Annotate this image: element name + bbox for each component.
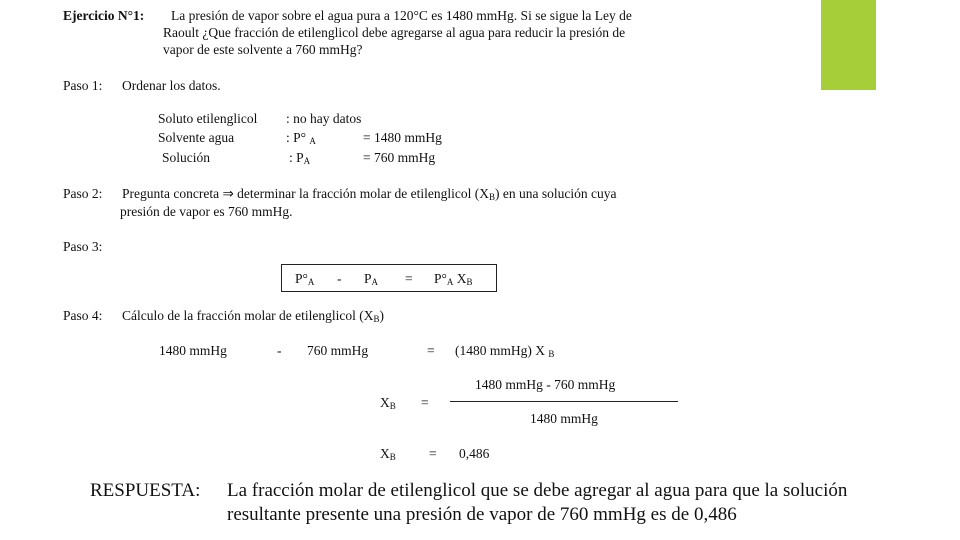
data-row-solution-name: Solución — [162, 150, 211, 165]
eq1-term-a: 1480 mmHg — [159, 343, 227, 358]
result-value: 0,486 — [459, 446, 490, 461]
answer-label: RESPUESTA: — [90, 480, 201, 501]
step2-line-1: Pregunta concreta ⇒ determinar la fracción molar de etilenglicol $(X_B)$ en una solución cuya — [122, 186, 617, 202]
raoult-formula-box — [281, 264, 497, 292]
eq3-equals: = — [429, 446, 437, 461]
formula-term-2: $P_A$ — [364, 271, 379, 287]
step3-label: Paso 3: — [63, 239, 103, 254]
data-row-solute-name: Soluto etilenglicol — [158, 111, 258, 126]
eq1-term-c: (1480 mmHg) X $_B$ — [455, 343, 555, 359]
step4-title: Cálculo de la fracción molar de etilenglicol $(X_B)$ — [122, 308, 385, 324]
step1-title: Ordenar los datos. — [122, 78, 221, 93]
eq1-minus: - — [277, 343, 282, 358]
answer-line-2: resultante presente una presión de vapor de 760 mmHg es de 0,486 — [227, 504, 737, 525]
data-row-solution-symbol: : $P_A$ — [289, 150, 311, 166]
eq1-term-b: 760 mmHg — [307, 343, 369, 358]
exercise-label: Ejercicio N°1: — [63, 8, 145, 23]
step2-line-2: presión de vapor es 760 mmHg. — [120, 204, 293, 219]
data-row-solvent-name: Solvente agua — [158, 130, 235, 145]
eq2-equals: = — [421, 395, 429, 410]
fraction-numerator: 1480 mmHg - 760 mmHg — [475, 377, 616, 392]
step1-label: Paso 1: — [63, 78, 103, 93]
exercise-line-1: La presión de vapor sobre el agua pura a 120°C es 1480 mmHg. Si se sigue la Ley de — [171, 8, 632, 23]
formula-equals: = — [405, 271, 413, 286]
data-row-solvent-symbol: : P° $_A$ — [286, 130, 316, 146]
eq3-xb: $X_B$ — [380, 446, 396, 462]
exercise-line-3: vapor de este solvente a 760 mmHg? — [163, 42, 363, 57]
answer-line-1: La fracción molar de etilenglicol que se debe agregar al agua para que la solución — [227, 480, 848, 501]
formula-minus: - — [337, 271, 342, 286]
eq2-xb: $X_B$ — [380, 395, 396, 411]
data-row-solution-value: = 760 mmHg — [363, 150, 436, 165]
accent-block — [821, 0, 876, 90]
data-row-solvent-value: = 1480 mmHg — [363, 130, 442, 145]
step4-label: Paso 4: — [63, 308, 103, 323]
exercise-line-2: Raoult ¿Que fracción de etilenglicol debe agregarse al agua para reducir la presión de — [163, 25, 626, 40]
fraction-bar — [450, 401, 678, 402]
implies-arrow-icon: ⇒ — [222, 186, 234, 202]
formula-term-1: $P^\circ_A$ — [295, 271, 315, 287]
formula-term-3: $P^\circ_A$ $X_B$ — [434, 271, 473, 287]
fraction-denominator: 1480 mmHg — [530, 411, 598, 426]
eq1-equals: = — [427, 343, 435, 358]
step2-label: Paso 2: — [63, 186, 103, 201]
data-row-solute-symbol: : no hay datos — [286, 111, 362, 126]
